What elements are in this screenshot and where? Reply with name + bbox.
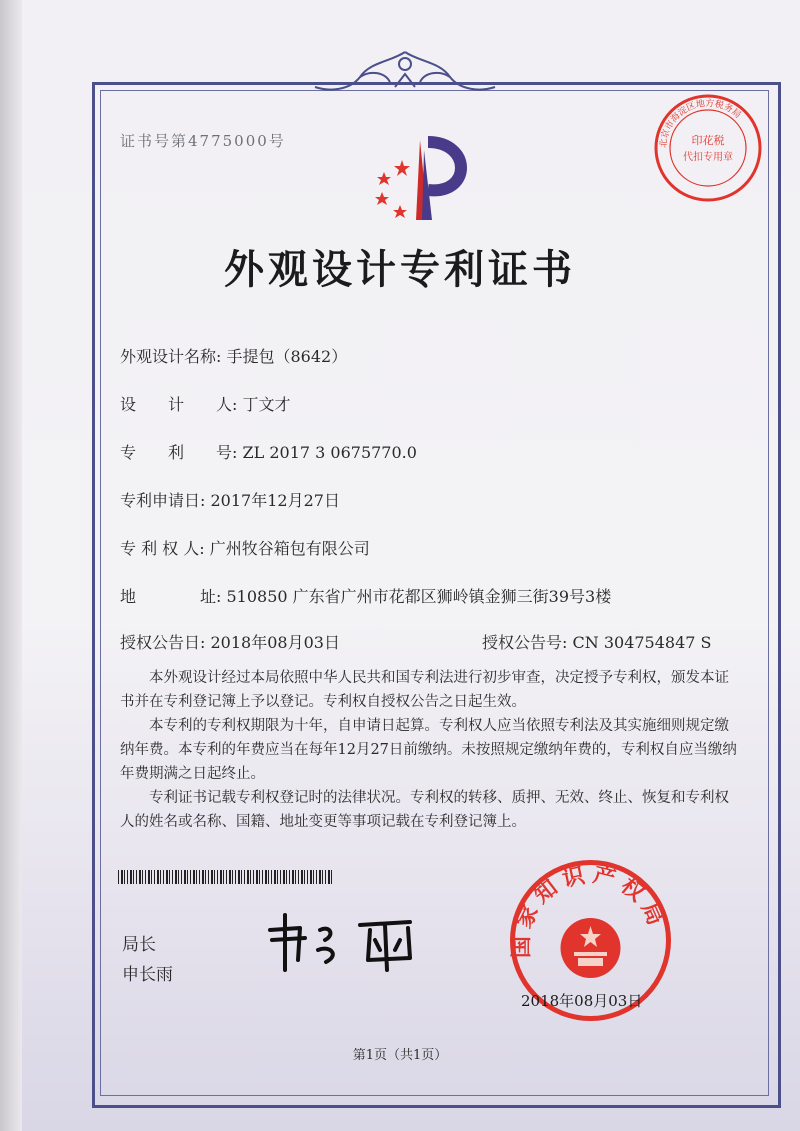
address-label: 地 址: bbox=[120, 587, 222, 606]
design-name-label: 外观设计名称: bbox=[120, 347, 222, 366]
patentee-row bbox=[120, 536, 370, 559]
tax-stamp bbox=[652, 92, 764, 204]
paragraph-2: 本专利的专利权期限为十年，自申请日起算。专利权人应当依照专利法及其实施细则规定缴纳年费。本专利的年费应当在每年12月27日前缴纳。未按照规定缴纳年费的，专利权自应当缴纳年费期满之日起终止。 bbox=[120, 718, 737, 782]
patent-number-label: 专 利 号: bbox=[120, 443, 238, 462]
patentee-label: 专 利 权 人: bbox=[120, 539, 205, 558]
patentee-value: 广州牧谷箱包有限公司 bbox=[209, 539, 370, 558]
filing-date-row bbox=[120, 488, 340, 511]
grant-date-label: 授权公告日: bbox=[120, 633, 206, 652]
grant-number-value: CN 304754847 S bbox=[572, 633, 712, 652]
director-title: 局长 bbox=[122, 935, 156, 955]
patent-number-value: ZL 2017 3 0675770.0 bbox=[242, 443, 417, 462]
page-left-edge bbox=[0, 0, 22, 1131]
grant-date-row bbox=[120, 630, 340, 653]
designer-row bbox=[120, 392, 291, 415]
paragraph-3: 专利证书记载专利权登记时的法律状况。专利权的转移、质押、无效、终止、恢复和专利权人的姓名或名称、国籍、地址变更等事项记载在专利登记簿上。 bbox=[120, 790, 729, 830]
ornament-icon bbox=[300, 42, 510, 102]
grant-number-label: 授权公告号: bbox=[482, 633, 568, 652]
official-seal-text: 国家知识产权局 bbox=[509, 862, 671, 959]
address-row bbox=[120, 584, 611, 607]
address-value: 510850 广东省广州市花都区狮岭镇金狮三街39号3楼 bbox=[226, 587, 612, 606]
tax-stamp-ring-text: 北京市海淀区地方税务局 bbox=[658, 98, 743, 149]
signature-image bbox=[260, 900, 440, 980]
director-name: 申长雨 bbox=[122, 965, 173, 985]
design-name-row bbox=[120, 344, 347, 367]
tax-stamp-inner-text-2: 代扣专用章 bbox=[683, 152, 733, 163]
page-number: 第1页（共1页） bbox=[352, 1048, 448, 1063]
filing-date-label: 专利申请日: bbox=[120, 491, 206, 510]
paragraph-1: 本外观设计经过本局依照中华人民共和国专利法进行初步审查，决定授予专利权，颁发本证书并在专利登记簿上予以登记。专利权自授权公告之日起生效。 bbox=[120, 670, 729, 710]
design-name-value: 手提包（8642） bbox=[226, 347, 348, 366]
seal-date: 2018年08月03日 bbox=[521, 992, 643, 1010]
designer-value: 丁文才 bbox=[242, 395, 291, 414]
barcode bbox=[118, 870, 333, 884]
grant-number-row bbox=[482, 630, 712, 653]
cnipa-logo-icon bbox=[362, 130, 482, 225]
filing-date-value: 2017年12月27日 bbox=[210, 491, 340, 510]
tax-stamp-inner-text: 印花税 bbox=[691, 134, 725, 147]
certificate-number: 证书号第4775000号 bbox=[120, 132, 286, 150]
certificate-title: 外观设计专利证书 bbox=[224, 247, 576, 293]
designer-label: 设 计 人: bbox=[120, 395, 238, 414]
patent-number-row bbox=[120, 440, 417, 463]
grant-date-value: 2018年08月03日 bbox=[210, 633, 340, 652]
